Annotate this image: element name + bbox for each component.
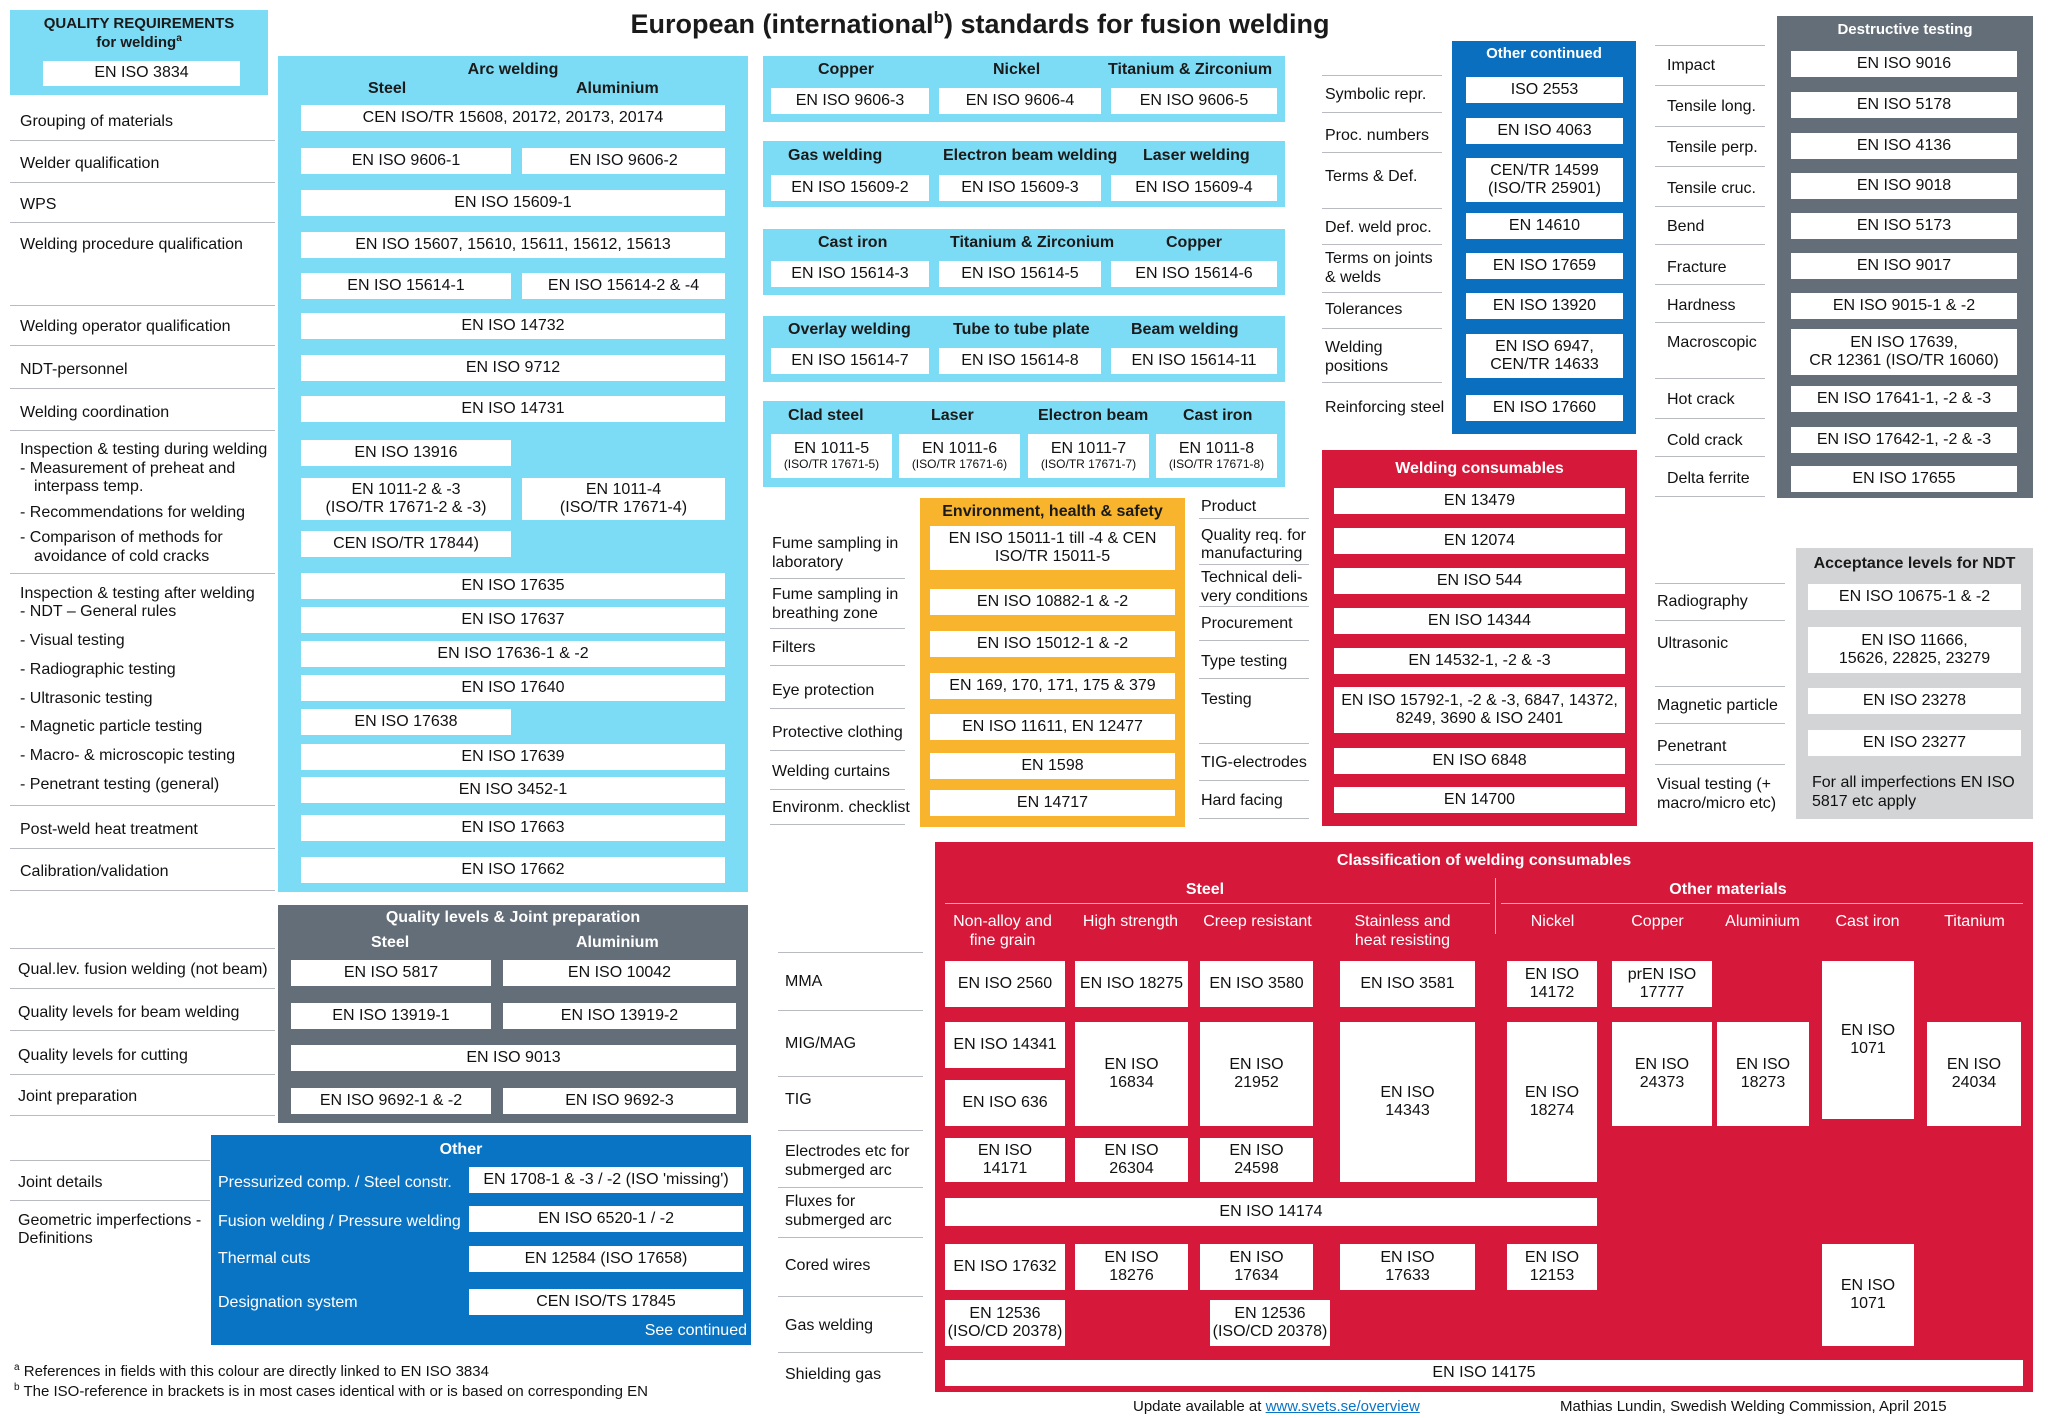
cls-row-label: Cored wires (785, 1257, 871, 1274)
cls-box[interactable]: EN 12536 (ISO/CD 20378) (945, 1300, 1065, 1346)
cls-box[interactable]: EN ISO 18274 (1507, 1022, 1597, 1182)
dt-label: Fracture (1667, 259, 1727, 276)
other-label: Fusion welding / Pressure welding (218, 1213, 461, 1230)
cls-box[interactable]: EN ISO 14174 (945, 1198, 1597, 1226)
ehs-box[interactable]: EN ISO 15012-1 & -2 (930, 631, 1175, 657)
oc-label: Reinforcing steel (1325, 399, 1445, 416)
mid-header: Electron beam welding (943, 147, 1118, 164)
dt-box[interactable]: EN ISO 5178 (1791, 92, 2017, 118)
arc-box[interactable]: EN ISO 17638 (301, 709, 511, 735)
cls-row-label: MIG/MAG (785, 1035, 857, 1052)
cls-divider (1501, 903, 2023, 904)
ql-title: Quality levels & Joint preparation (385, 909, 641, 926)
wc-label: Type testing (1201, 653, 1288, 670)
recommendations-other-panel (763, 401, 1285, 487)
mid-box-two-line[interactable]: EN 1011-8 (ISO/TR 17671-8) (1156, 434, 1277, 478)
quality-requirements-panel (10, 10, 268, 95)
dt-label: Cold crack (1667, 432, 1743, 449)
cls-box[interactable]: EN ISO 14343 (1340, 1022, 1475, 1182)
ehs-label: Protective clothing (772, 724, 903, 741)
label-magnetic: - Magnetic particle testing (20, 718, 203, 735)
page-title: European (international$^b$) standards for fusion welding (630, 8, 1330, 39)
dt-box[interactable]: EN ISO 9016 (1791, 51, 2017, 77)
arc-box[interactable]: EN ISO 9712 (301, 355, 725, 381)
cls-steel-header: Steel (1185, 881, 1225, 898)
oc-box[interactable]: EN ISO 4063 (1466, 118, 1623, 144)
wc-label: Technical deli- (1201, 569, 1303, 586)
arc-box[interactable]: EN ISO 15607, 15610, 15611, 15612, 15613 (301, 232, 725, 258)
mid-box[interactable]: EN ISO 9606-4 (939, 88, 1101, 114)
cls-box[interactable]: EN ISO 18275 (1075, 961, 1188, 1007)
ehs-box[interactable]: EN ISO 11611, EN 12477 (930, 714, 1175, 740)
mid-box[interactable]: EN ISO 15609-2 (771, 175, 929, 201)
label-radiographic: - Radiographic testing (20, 661, 176, 678)
label-ql-cutting: Quality levels for cutting (18, 1047, 188, 1064)
label-geom-imperf-b: Definitions (18, 1230, 93, 1247)
mid-box[interactable]: EN ISO 15609-4 (1111, 175, 1277, 201)
footnote-a: $^a$ References in fields with this colour are directly linked to EN ISO 3834 (14, 1362, 489, 1380)
ql-box[interactable]: EN ISO 13919-1 (291, 1003, 491, 1029)
cls-box[interactable]: EN ISO 3581 (1340, 961, 1475, 1007)
mid-box-two-line[interactable]: EN 1011-7 (ISO/TR 17671-7) (1028, 434, 1149, 478)
mid-box[interactable]: EN ISO 15614-7 (771, 348, 929, 374)
dt-label: Impact (1667, 57, 1716, 74)
ehs-title: Environment, health & safety (942, 503, 1163, 520)
cls-box[interactable]: EN ISO 17633 (1340, 1244, 1475, 1290)
oc-box[interactable]: EN ISO 17659 (1466, 253, 1623, 279)
see-continued-link[interactable]: See continued (644, 1322, 747, 1339)
label-preheat: - Measurement of preheat and (20, 460, 236, 477)
cls-box[interactable]: EN ISO 24034 (1927, 1022, 2021, 1126)
arc-box[interactable]: EN ISO 17635 (301, 573, 725, 599)
cls-box[interactable]: EN ISO 14172 (1507, 961, 1597, 1007)
mid-header: Electron beam (1038, 407, 1149, 424)
other-label: Designation system (218, 1294, 358, 1311)
wc-label: manufacturing (1201, 545, 1303, 562)
mid-box[interactable]: EN ISO 9606-3 (771, 88, 929, 114)
acc-box[interactable]: EN ISO 23277 (1808, 730, 2021, 756)
acc-label: Penetrant (1657, 738, 1727, 755)
dt-label: Macroscopic (1667, 334, 1757, 351)
arc-box[interactable]: EN ISO 17636-1 & -2 (301, 641, 725, 667)
label-recommendations: - Recommendations for welding (20, 504, 245, 521)
dt-box[interactable]: EN ISO 9015-1 & -2 (1791, 293, 2017, 319)
oc-label: Proc. numbers (1325, 127, 1430, 144)
ql-box[interactable]: EN ISO 13919-2 (503, 1003, 736, 1029)
dt-label: Tensile cruc. (1667, 180, 1756, 197)
ql-box[interactable]: EN ISO 9692-1 & -2 (291, 1088, 491, 1114)
ql-box[interactable]: EN ISO 9013 (291, 1045, 736, 1071)
mid-header: Nickel (993, 61, 1041, 78)
acc-box[interactable]: EN ISO 23278 (1808, 688, 2021, 714)
cls-box[interactable]: EN ISO 17632 (945, 1244, 1065, 1290)
acc-label: macro/micro etc) (1657, 795, 1777, 812)
acc-label: Radiography (1657, 593, 1748, 610)
cls-row-label: submerged arc (785, 1162, 892, 1179)
label-woq: Welding operator qualification (20, 318, 231, 335)
ql-box[interactable]: EN ISO 10042 (503, 960, 736, 986)
cls-divider (1495, 878, 1496, 934)
dt-box[interactable]: EN ISO 17655 (1791, 466, 2017, 492)
arc-box-two-line[interactable]: EN 1011-2 & -3 (ISO/TR 17671-2 & -3) (301, 478, 511, 520)
acc-label: Ultrasonic (1657, 635, 1729, 652)
cls-box[interactable]: EN ISO 14171 (945, 1138, 1065, 1182)
mid-header: Tube to tube plate (953, 321, 1090, 338)
overview-link[interactable]: www.svets.se/overview (1265, 1398, 1420, 1415)
ehs-label: Environm. checklist (772, 799, 910, 816)
cls-title: Classification of welding consumables (1336, 852, 1632, 869)
cls-box[interactable]: EN ISO 14341 (945, 1022, 1065, 1068)
label-calibration: Calibration/validation (20, 863, 169, 880)
wc-title: Welding consumables (1395, 460, 1564, 477)
wc-label: Procurement (1201, 615, 1293, 632)
oc-label: Symbolic repr. (1325, 86, 1427, 103)
cls-box[interactable]: EN ISO 14175 (945, 1360, 2023, 1386)
other-box[interactable]: EN 12584 (ISO 17658) (469, 1246, 743, 1272)
label-pwht: Post-weld heat treatment (20, 821, 198, 838)
mid-box[interactable]: EN ISO 9606-5 (1111, 88, 1277, 114)
mid-header: Laser (931, 407, 974, 424)
label-ndt-personnel: NDT-personnel (20, 361, 128, 378)
label-welding-coordination: Welding coordination (20, 404, 170, 421)
mid-box[interactable]: EN ISO 15614-3 (771, 261, 929, 287)
cls-row-label: Gas welding (785, 1317, 874, 1334)
oc-label: Tolerances (1325, 301, 1403, 318)
wc-label: very conditions (1201, 588, 1308, 605)
dt-box[interactable]: EN ISO 9018 (1791, 173, 2017, 199)
oc-box[interactable]: EN ISO 13920 (1466, 293, 1623, 319)
label-penetrant: - Penetrant testing (general) (20, 776, 220, 793)
arc-box[interactable]: EN ISO 15614-1 (301, 273, 511, 299)
arc-box[interactable]: EN ISO 14732 (301, 313, 725, 339)
cls-box[interactable]: EN ISO 2560 (945, 961, 1065, 1007)
arc-box[interactable]: EN ISO 17640 (301, 675, 725, 701)
dt-label: Bend (1667, 218, 1705, 235)
acc-label: Visual testing (+ (1657, 776, 1771, 793)
arc-aluminium-header: Aluminium (576, 80, 659, 97)
cls-box[interactable]: EN ISO 21952 (1200, 1022, 1313, 1126)
other-panel (211, 1135, 751, 1345)
arc-box[interactable]: EN ISO 15609-1 (301, 190, 725, 216)
other-box[interactable]: EN 1708-1 & -3 / -2 (ISO 'missing') (469, 1167, 743, 1193)
ehs-box-two-line[interactable]: EN ISO 15011-1 till -4 & CEN ISO/TR 15011-5 (930, 526, 1175, 570)
cls-box[interactable]: EN ISO 16834 (1075, 1022, 1188, 1126)
ehs-box[interactable]: EN 1598 (930, 753, 1175, 779)
label-macro: - Macro- & microscopic testing (20, 747, 236, 764)
mid-box[interactable]: EN ISO 15614-5 (939, 261, 1101, 287)
mid-header: Gas welding (788, 147, 883, 164)
label-ndt-general: - NDT – General rules (20, 603, 177, 620)
oc-label: Terms on joints (1325, 250, 1433, 267)
cls-box[interactable]: EN ISO 18276 (1075, 1244, 1188, 1290)
oc-box-two-line[interactable]: CEN/TR 14599 (ISO/TR 25901) (1466, 158, 1623, 202)
cls-box[interactable]: EN ISO 12153 (1507, 1244, 1597, 1290)
wc-box[interactable]: EN 14532-1, -2 & -3 (1334, 648, 1625, 674)
arc-welding-panel (278, 56, 748, 892)
other-continued-panel (1452, 41, 1636, 434)
ehs-label: Fume sampling in (772, 586, 899, 603)
wc-box[interactable]: EN ISO 6848 (1334, 748, 1625, 774)
arc-box[interactable]: EN ISO 14731 (301, 396, 725, 422)
wc-box[interactable]: EN ISO 14344 (1334, 608, 1625, 634)
oc-label: positions (1325, 358, 1389, 375)
label-visual: - Visual testing (20, 632, 125, 649)
arc-title: Arc welding (467, 61, 559, 78)
dt-box-two-line[interactable]: EN ISO 17639, CR 12361 (ISO/TR 16060) (1791, 329, 2017, 375)
arc-steel-header: Steel (368, 80, 407, 97)
cls-box[interactable]: EN ISO 24598 (1200, 1138, 1313, 1182)
mid-header: Laser welding (1143, 147, 1250, 164)
cls-other-header: Other materials (1669, 881, 1787, 898)
label-ultrasonic: - Ultrasonic testing (20, 690, 153, 707)
cls-box[interactable]: EN ISO 26304 (1075, 1138, 1188, 1182)
cls-col-header: Aluminium (1725, 913, 1800, 930)
ehs-label: Eye protection (772, 682, 875, 699)
credit: Mathias Lundin, Swedish Welding Commission, April 2015 (1560, 1398, 1947, 1415)
dt-box[interactable]: EN ISO 17641-1, -2 & -3 (1791, 386, 2017, 412)
label-inspection-during: Inspection & testing during welding (20, 441, 268, 458)
ehs-label: laboratory (772, 554, 844, 571)
wpq-more-panel (763, 316, 1285, 382)
ql-aluminium-header: Aluminium (576, 934, 659, 951)
label-ql-beam: Quality levels for beam welding (18, 1004, 240, 1021)
cls-box[interactable]: EN ISO 3580 (1200, 961, 1313, 1007)
mid-box-two-line[interactable]: EN 1011-5 (ISO/TR 17671-5) (771, 434, 892, 478)
ehs-label: Fume sampling in (772, 535, 899, 552)
acc-label: Magnetic particle (1657, 697, 1778, 714)
cls-col-header: Nickel (1530, 913, 1575, 930)
ehs-box[interactable]: EN 14717 (930, 790, 1175, 816)
cls-box[interactable]: EN ISO 1071 (1822, 1244, 1914, 1346)
dt-label: Tensile long. (1667, 98, 1756, 115)
wc-box[interactable]: EN 13479 (1334, 488, 1625, 514)
label-comparison: - Comparison of methods for (20, 529, 223, 546)
cls-col-header: Stainless and heat resisting (1354, 913, 1451, 950)
mid-box[interactable]: EN ISO 15614-8 (939, 348, 1101, 374)
arc-box[interactable]: EN ISO 13916 (301, 440, 511, 466)
qr-subtitle: for welding$^a$ (96, 33, 182, 51)
arc-box[interactable]: EN ISO 17639 (301, 744, 725, 770)
mid-header: Overlay welding (788, 321, 911, 338)
mid-box[interactable]: EN ISO 15609-3 (939, 175, 1101, 201)
label-grouping: Grouping of materials (20, 113, 173, 130)
ehs-label: breathing zone (772, 605, 878, 622)
label-comparison-b: avoidance of cold cracks (34, 548, 210, 565)
mid-header: Titanium & Zirconium (1108, 61, 1273, 78)
mid-box-two-line[interactable]: EN 1011-6 (ISO/TR 17671-6) (899, 434, 1020, 478)
dt-label: Delta ferrite (1667, 470, 1750, 487)
wc-box[interactable]: EN 14700 (1334, 787, 1625, 813)
oc-box[interactable]: EN ISO 17660 (1466, 395, 1623, 421)
ql-box[interactable]: EN ISO 5817 (291, 960, 491, 986)
update-note: Update available at www.svets.se/overview (1133, 1398, 1420, 1415)
wc-box[interactable]: EN 12074 (1334, 528, 1625, 554)
destructive-testing-panel (1777, 16, 2033, 498)
wc-box-two-line[interactable]: EN ISO 15792-1, -2 & -3, 6847, 14372, 8249, 3690 & ISO 2401 (1334, 687, 1625, 733)
label-wps: WPS (20, 196, 57, 213)
footnote-b: $^b$ The ISO-reference in brackets is in most cases identical with or is based on corresponding EN (14, 1382, 648, 1400)
dt-box[interactable]: EN ISO 9017 (1791, 253, 2017, 279)
label-ql-fusion: Qual.lev. fusion welding (not beam) (18, 961, 268, 978)
oc-label: Welding (1325, 339, 1383, 356)
cls-box[interactable]: EN 12536 (ISO/CD 20378) (1210, 1300, 1330, 1346)
wc-label: Hard facing (1201, 792, 1283, 809)
cls-box[interactable]: prEN ISO 17777 (1612, 961, 1712, 1007)
welding-consumables-panel (1322, 450, 1637, 826)
cls-row-label: Shielding gas (785, 1366, 882, 1383)
arc-box[interactable]: EN ISO 9606-2 (522, 148, 725, 174)
arc-box-two-line[interactable]: EN 1011-4 (ISO/TR 17671-4) (522, 478, 725, 520)
other-label: Thermal cuts (218, 1250, 311, 1267)
wc-label: Testing (1201, 691, 1252, 708)
dt-title: Destructive testing (1837, 21, 1973, 38)
cls-row-label: MMA (785, 973, 823, 990)
oc-label: & welds (1325, 269, 1382, 286)
cls-col-header: Creep resistant (1203, 913, 1312, 930)
mid-header: Titanium & Zirconium (950, 234, 1115, 251)
ehs-panel (920, 498, 1185, 827)
mid-header: Copper (818, 61, 874, 78)
oc-label: Def. weld proc. (1325, 219, 1432, 236)
cls-box[interactable]: EN ISO 24373 (1612, 1022, 1712, 1126)
oc-title: Other continued (1486, 45, 1602, 62)
arc-box[interactable]: EN ISO 17662 (301, 857, 725, 883)
cls-col-header: Cast iron (1835, 913, 1900, 930)
other-title: Other (439, 1141, 483, 1158)
qr-en-iso-3834[interactable]: EN ISO 3834 (43, 61, 240, 86)
label-joint-details: Joint details (18, 1174, 103, 1191)
dt-label: Tensile perp. (1667, 139, 1758, 156)
mid-box[interactable]: EN ISO 15614-6 (1111, 261, 1277, 287)
cls-row-label: TIG (785, 1091, 812, 1108)
mid-header: Cast iron (818, 234, 888, 251)
acc-note: For all imperfections EN ISO (1812, 774, 2015, 791)
ql-steel-header: Steel (371, 934, 410, 951)
ehs-label: Filters (772, 639, 816, 656)
cls-divider (945, 903, 1490, 904)
acc-box-two-line[interactable]: EN ISO 11666, 15626, 22825, 23279 (1808, 627, 2021, 673)
dt-label: Hot crack (1667, 391, 1735, 408)
dt-box[interactable]: EN ISO 17642-1, -2 & -3 (1791, 427, 2017, 453)
cls-col-header: Copper (1631, 913, 1684, 930)
wpq-other-panel (763, 229, 1285, 295)
label-preheat-b: interpass temp. (34, 478, 144, 495)
qr-title: QUALITY REQUIREMENTS (43, 15, 235, 32)
acceptance-levels-panel (1796, 548, 2033, 819)
mid-header: Copper (1166, 234, 1222, 251)
welder-qual-other-panel (763, 56, 1285, 122)
ql-box[interactable]: EN ISO 9692-3 (503, 1088, 736, 1114)
classification-panel (935, 842, 2033, 1392)
cls-col-header: Titanium (1944, 913, 2005, 930)
other-box[interactable]: EN ISO 6520-1 / -2 (469, 1206, 743, 1232)
arc-box[interactable]: CEN ISO/TR 15608, 20172, 20173, 20174 (301, 105, 725, 131)
oc-box-two-line[interactable]: EN ISO 6947, CEN/TR 14633 (1466, 334, 1623, 378)
arc-box[interactable]: EN ISO 17637 (301, 607, 725, 633)
cls-col-header: Non-alloy and fine grain (953, 913, 1052, 950)
wc-label: Product (1201, 498, 1257, 515)
cls-box[interactable]: EN ISO 636 (945, 1080, 1065, 1126)
cls-row-label: submerged arc (785, 1212, 892, 1229)
wc-box[interactable]: EN ISO 544 (1334, 568, 1625, 594)
other-label: Pressurized comp. / Steel constr. (218, 1174, 452, 1191)
label-welder: Welder qualification (20, 155, 160, 172)
wc-label: Quality req. for (1201, 527, 1306, 544)
arc-box[interactable]: EN ISO 15614-2 & -4 (522, 273, 725, 299)
dt-label: Hardness (1667, 297, 1736, 314)
cls-box[interactable]: EN ISO 18273 (1717, 1022, 1809, 1126)
label-joint-prep: Joint preparation (18, 1088, 138, 1105)
arc-box[interactable]: EN ISO 3452-1 (301, 777, 725, 803)
dt-box[interactable]: EN ISO 4136 (1791, 133, 2017, 159)
quality-levels-panel (278, 905, 748, 1123)
acc-note: 5817 etc apply (1812, 793, 1917, 810)
cls-box[interactable]: EN ISO 1071 (1822, 961, 1914, 1119)
arc-box[interactable]: CEN ISO/TR 17844) (301, 531, 511, 557)
oc-box[interactable]: ISO 2553 (1466, 77, 1623, 103)
dt-box[interactable]: EN ISO 5173 (1791, 213, 2017, 239)
oc-label: Terms & Def. (1325, 168, 1418, 185)
ehs-box[interactable]: EN ISO 10882-1 & -2 (930, 589, 1175, 615)
cls-col-header: High strength (1082, 913, 1179, 930)
cls-row-label: Electrodes etc for (785, 1143, 910, 1160)
mid-header: Clad steel (788, 407, 864, 424)
wps-other-panel (763, 141, 1285, 207)
label-inspection-after: Inspection & testing after welding (20, 585, 255, 602)
label-wpq: Welding procedure qualification (20, 236, 243, 253)
ehs-label: Welding curtains (772, 763, 890, 780)
acc-title: Acceptance levels for NDT (1813, 555, 2016, 572)
arc-box[interactable]: EN ISO 17663 (301, 815, 725, 841)
mid-box[interactable]: EN ISO 15614-11 (1111, 348, 1277, 374)
other-box[interactable]: CEN ISO/TS 17845 (469, 1289, 743, 1315)
mid-header: Beam welding (1131, 321, 1239, 338)
ehs-box[interactable]: EN 169, 170, 171, 175 & 379 (930, 673, 1175, 699)
mid-header: Cast iron (1183, 407, 1253, 424)
oc-box[interactable]: EN 14610 (1466, 213, 1623, 239)
cls-box[interactable]: EN ISO 17634 (1200, 1244, 1313, 1290)
cls-row-label: Fluxes for (785, 1193, 856, 1210)
acc-box[interactable]: EN ISO 10675-1 & -2 (1808, 584, 2021, 610)
wc-label: TIG-electrodes (1201, 754, 1307, 771)
arc-box[interactable]: EN ISO 9606-1 (301, 148, 511, 174)
label-geom-imperf: Geometric imperfections - (18, 1212, 202, 1229)
